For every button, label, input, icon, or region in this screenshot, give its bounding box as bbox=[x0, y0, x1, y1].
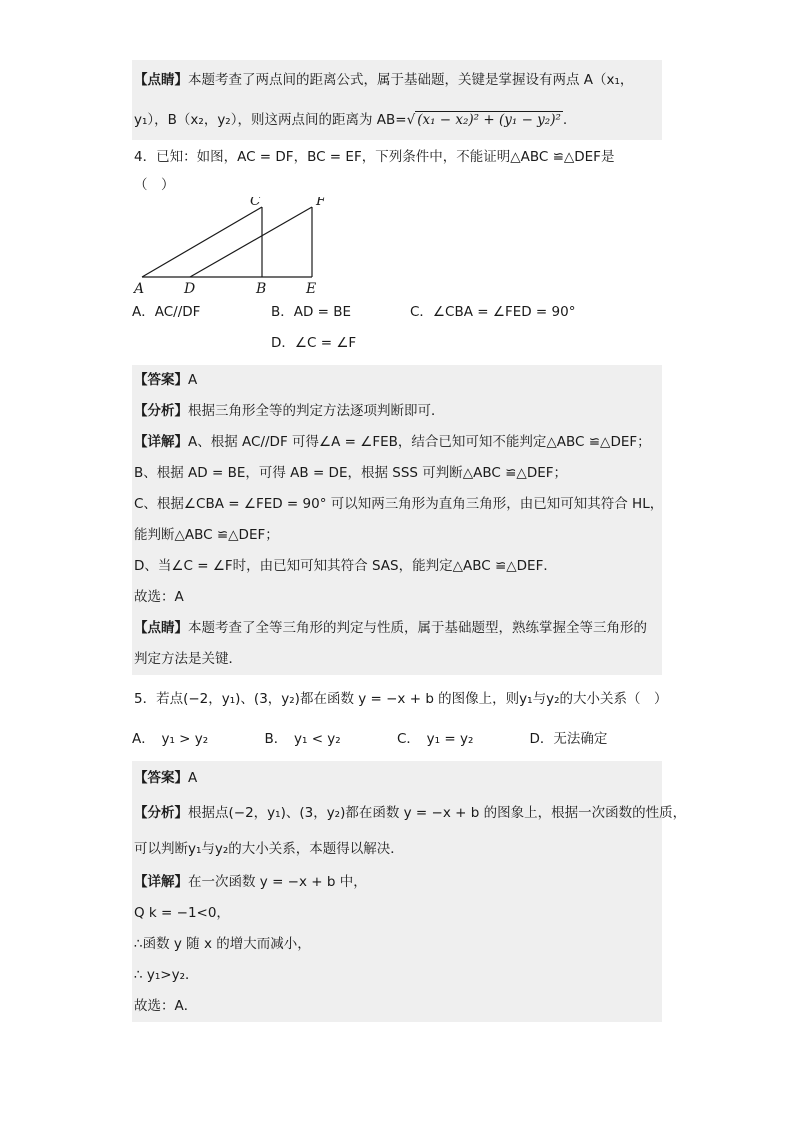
q4-figure bbox=[132, 197, 662, 297]
label-e: E bbox=[306, 281, 317, 297]
q4-answer: 【答案】A bbox=[134, 372, 198, 388]
q4-detail-2: B、根据 AD = BE，可得 AB = DE，根据 SSS 可判断△ABC ≌△DEF； bbox=[134, 465, 568, 481]
triangles-diagram bbox=[132, 197, 372, 297]
note-text: 本题考查了两点间的距离公式，属于基础题，关键是掌握设有两点 A（x₁， bbox=[188, 72, 634, 88]
q4-option-b: B．AD = BE bbox=[271, 304, 352, 320]
page-content bbox=[132, 60, 687, 1022]
note-line-1 bbox=[132, 60, 662, 100]
q5-stem: 5．若点(−2，y₁)、(3，y₂)都在函数 y = −x + b 的图像上，则y₁与y₂的大小关系（ ） bbox=[134, 691, 668, 707]
q4-detail-1: 【详解】A、根据 AC//DF 可得∠A = ∠FEB，结合已知可知不能判定△ABC ≌△DEF； bbox=[134, 434, 651, 450]
q5-option-c: C． y₁ = y₂ bbox=[397, 731, 474, 747]
distance-formula: √ (x₁ − x₂)² + (y₁ − y₂)² bbox=[406, 112, 561, 128]
q4-options-row-2 bbox=[132, 328, 662, 359]
q5-option-d: D．无法确定 bbox=[529, 731, 608, 747]
q5-option-b: B． y₁ < y₂ bbox=[264, 731, 341, 747]
q5-analysis-1: 【分析】根据点(−2，y₁)、(3，y₂)都在函数 y = −x + b 的图象上，根据一次函数的性质， bbox=[134, 805, 687, 821]
q4-detail-5: D、当∠C = ∠F时，由已知可知其符合 SAS，能判定△ABC ≌△DEF． bbox=[134, 558, 557, 574]
q5-detail-4: ∴ y₁>y₂． bbox=[134, 967, 199, 983]
note-line-2 bbox=[132, 100, 662, 140]
q5-answer: 【答案】A bbox=[134, 770, 198, 786]
q5-analysis-2: 可以判断y₁与y₂的大小关系，本题得以解决． bbox=[134, 841, 404, 857]
label-a: A bbox=[134, 281, 145, 297]
q5-solution-block bbox=[132, 761, 687, 1022]
note-block-prev bbox=[132, 60, 662, 140]
q4-option-a: A．AC//DF bbox=[132, 304, 201, 320]
q4-option-d: D．∠C = ∠F bbox=[271, 335, 357, 351]
q4-detail-4: 能判断△ABC ≌△DEF； bbox=[134, 527, 279, 543]
q4-option-c: C．∠CBA = ∠FED = 90° bbox=[410, 304, 576, 320]
segment-df bbox=[190, 207, 312, 277]
label-b: B bbox=[256, 281, 267, 297]
q4-analysis: 【分析】根据三角形全等的判定方法逐项判断即可． bbox=[134, 403, 445, 419]
note-end: . bbox=[562, 112, 568, 128]
q5-detail-2: Q k = −1<0， bbox=[134, 905, 230, 921]
segment-ac bbox=[142, 207, 262, 277]
q4-options-row-1 bbox=[132, 297, 662, 328]
q4-solution-block bbox=[132, 365, 662, 675]
q4-paren: （ ） bbox=[134, 177, 175, 193]
q4-note-1: 【点睛】本题考查了全等三角形的判定与性质，属于基础题型，熟练掌握全等三角形的 bbox=[134, 620, 647, 636]
q4-detail-6: 故选：A bbox=[134, 589, 184, 605]
label-c: C bbox=[250, 197, 261, 209]
q4-stem: 4．已知：如图，AC = DF，BC = EF，下列条件中，不能证明△ABC ≌△DEF是 bbox=[134, 149, 615, 165]
q5-options bbox=[132, 719, 662, 759]
label-d: D bbox=[184, 281, 196, 297]
label-f: F bbox=[316, 197, 326, 209]
note-tag: 【点睛】 bbox=[134, 72, 188, 88]
note-text-2: y₁），B（x₂，y₂），则这两点间的距离为 AB= bbox=[134, 112, 407, 128]
q5-detail-3: ∴函数 y 随 x 的增大而减小， bbox=[134, 936, 311, 952]
q5-detail-1: 【详解】在一次函数 y = −x + b 中， bbox=[134, 874, 367, 890]
q5-option-a: A． y₁ > y₂ bbox=[132, 731, 209, 747]
q5-detail-5: 故选：A． bbox=[134, 998, 198, 1014]
q4-note-2: 判定方法是关键． bbox=[134, 651, 242, 667]
q4-detail-3: C、根据∠CBA = ∠FED = 90° 可以知两三角形为直角三角形，由已知可知其符合 HL， bbox=[134, 496, 664, 512]
